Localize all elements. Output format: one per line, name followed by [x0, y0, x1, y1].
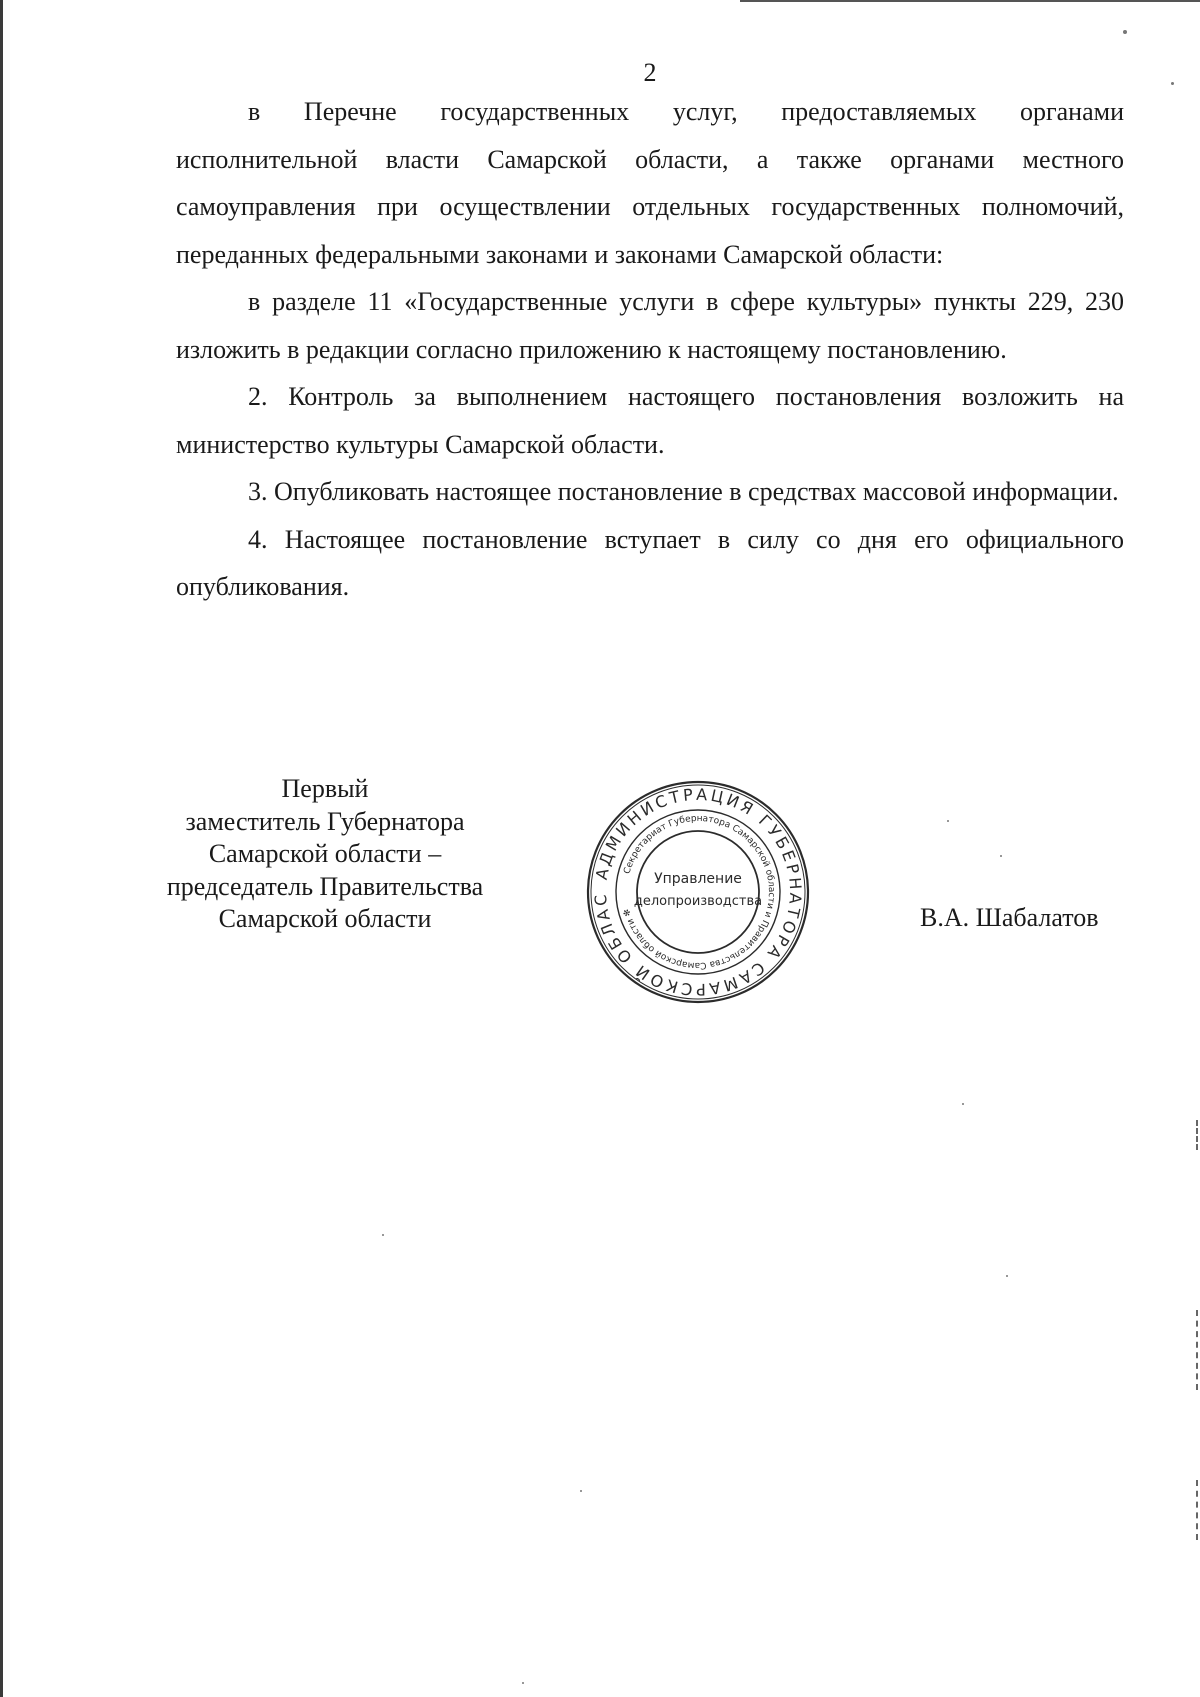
scan-speck — [1000, 855, 1002, 857]
stamp-inner-ring-text: Секретариат Губернатора Самарской области и Правительства Самарской области ✻ — [622, 813, 777, 971]
signatory-title-line: Самарской области – — [208, 839, 442, 868]
stamp-center-line-2: делопроизводства — [633, 894, 763, 909]
page-number: 2 — [643, 58, 657, 87]
scan-speck — [947, 820, 949, 822]
scan-edge-top — [740, 0, 1200, 2]
signatory-title-line: Самарской области — [218, 904, 432, 933]
signatory-title — [140, 773, 510, 936]
stamp-center-line-1: Управление — [654, 871, 742, 887]
paragraph-publish: 3. Опубликовать настоящее постановление в средствах массовой информации. — [248, 477, 1119, 506]
signatory-title-line: Первый — [281, 774, 369, 803]
scan-speck — [1123, 30, 1127, 34]
scan-edge-mark — [1196, 1310, 1198, 1390]
scan-speck — [962, 1103, 964, 1105]
scan-speck — [382, 1234, 384, 1236]
scan-speck — [1171, 82, 1174, 85]
scan-edge-mark — [1196, 1120, 1198, 1150]
official-stamp — [578, 777, 818, 1007]
scan-edge-left — [0, 0, 3, 1697]
paragraph-control: 2. Контроль за выполнением настоящего постановления возложить на министерство культуры Самарской области. — [176, 382, 1124, 459]
scan-edge-mark — [1196, 1480, 1198, 1540]
stamp-seal-graphic — [578, 777, 818, 1007]
signatory-name: В.А. Шабалатов — [920, 903, 1099, 932]
svg-text:Секретариат Губернатора Самарс — [622, 814, 776, 970]
paragraph-effective-date: 4. Настоящее постановление вступает в силу со дня его официального опубликования. — [176, 524, 1124, 601]
stamp-outer-text: АДМИНИСТРАЦИЯ ГУБЕРНАТОРА САМАРСКОЙ ОБЛАС — [590, 784, 806, 1000]
paragraph-section-11: в разделе 11 «Государственные услуги в сфере культуры» пункты 229, 230 изложить в редакции согласно приложению к настоящему постановлению. — [176, 287, 1124, 364]
signatory-title-line: заместитель Губернатора — [185, 806, 465, 836]
scan-speck — [522, 1682, 524, 1684]
scan-speck — [580, 1490, 582, 1492]
signatory-title-line: председатель Правительства — [166, 871, 484, 901]
scan-speck — [1006, 1275, 1008, 1277]
paragraph-list-reference: в Перечне государственных услуг, предоставляемых органами исполнительной власти Самарской области, а также органами местного самоуправления при осуществлении отдельных государственных полномочий, переданных федеральными законами и законами Самарской области: — [176, 97, 1124, 269]
document-body — [176, 88, 1124, 611]
